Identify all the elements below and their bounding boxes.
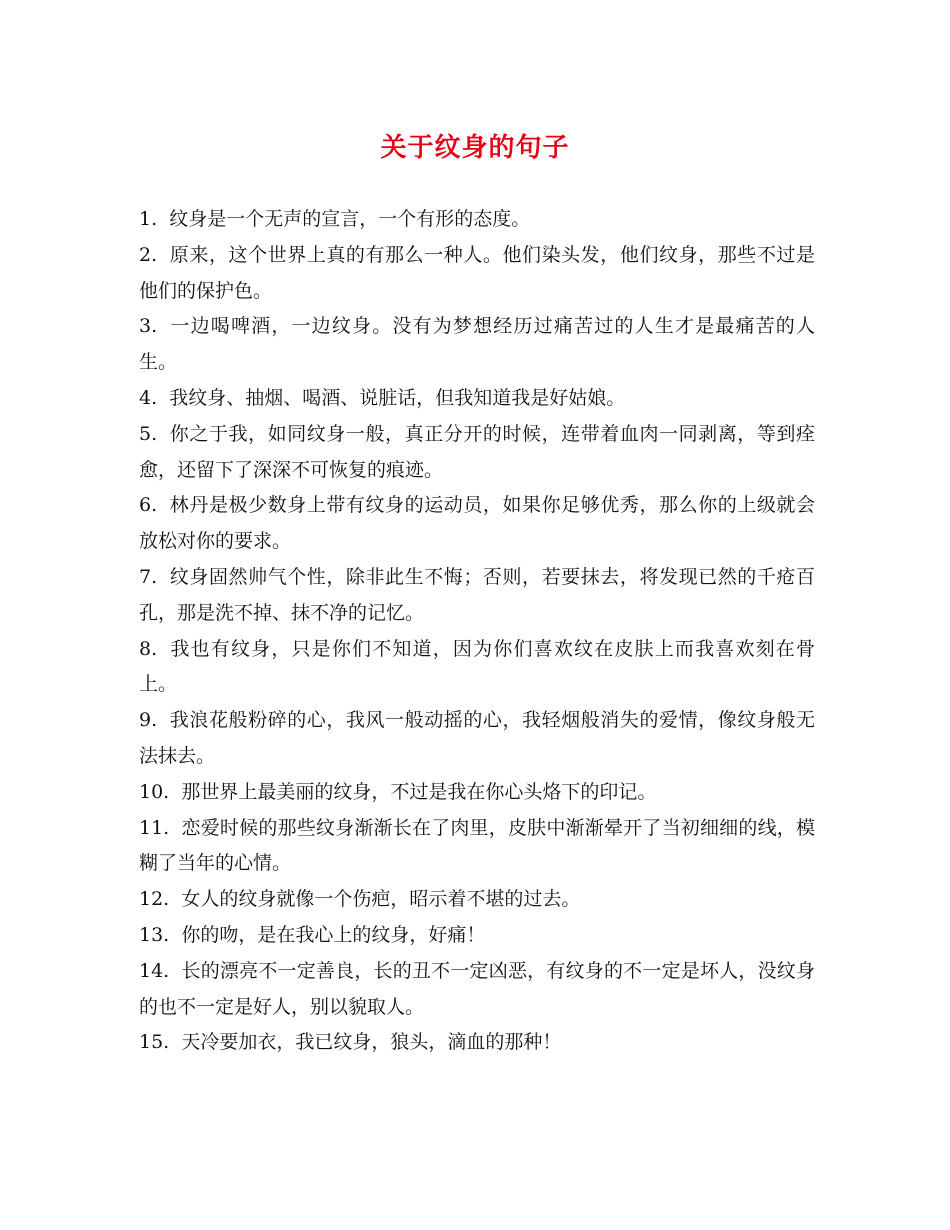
list-item [139,775,815,811]
list-item [139,1025,815,1061]
list-item [139,918,815,954]
item-text: 原来，这个世界上真的有那么一种人。他们染头发，他们纹身，那些不过是他们的保护色。 [139,243,815,302]
item-text: 我也有纹身，只是你们不知道，因为你们喜欢纹在皮肤上而我喜欢刻在骨上。 [139,637,815,696]
item-number: 8. [139,637,158,660]
list-item [139,309,815,381]
item-text: 我浪花般粉碎的心，我风一般动摇的心，我轻烟般消失的爱情，像纹身般无法抹去。 [139,709,815,767]
list-item [139,560,815,632]
list-item [139,703,815,775]
item-text: 纹身固然帅气个性，除非此生不悔；否则，若要抹去，将发现已然的千疮百孔，那是洗不掉、抹不净的记忆。 [139,565,815,624]
item-number: 13. [139,923,170,946]
item-number: 14. [139,959,170,982]
item-number: 11. [139,816,170,839]
item-text: 恋爱时候的那些纹身渐渐长在了肉里，皮肤中渐渐晕开了当初细细的线，模糊了当年的心情。 [139,816,815,875]
list-item [139,811,815,883]
item-text: 一边喝啤酒，一边纹身。没有为梦想经历过痛苦过的人生才是最痛苦的人生。 [139,315,815,374]
item-text: 纹身是一个无声的宣言，一个有形的态度。 [169,208,531,230]
item-text: 女人的纹身就像一个伤疤，昭示着不堪的过去。 [181,888,581,911]
item-text: 长的漂亮不一定善良，长的丑不一定凶恶，有纹身的不一定是坏人，没纹身的也不一定是好人，别以貌取人。 [139,959,815,1018]
list-item [139,954,815,1026]
item-number: 6. [139,494,158,517]
item-number: 12. [139,888,170,911]
item-number: 2. [139,243,158,266]
list-item [139,381,815,417]
list-item [139,632,815,704]
item-text: 天冷要加衣，我已纹身，狼头，滴血的那种！ [181,1031,562,1054]
item-number: 15. [139,1031,170,1054]
item-number: 7. [139,565,158,588]
item-text: 那世界上最美丽的纹身，不过是我在你心头烙下的印记。 [181,780,657,803]
item-number: 5. [139,422,158,445]
list-item [139,202,815,238]
item-text: 林丹是极少数身上带有纹身的运动员，如果你足够优秀，那么你的上级就会放松对你的要求。 [139,494,815,553]
list-item [139,417,815,489]
item-number: 1. [139,208,158,230]
item-number: 10. [139,780,170,803]
list-item [139,238,815,310]
item-number: 3. [139,315,158,338]
list-item [139,882,815,918]
document-body [139,202,815,1061]
item-number: 4. [139,386,158,409]
list-item [139,488,815,560]
item-text: 你之于我，如同纹身一般，真正分开的时候，连带着血肉一同剥离，等到痊愈，还留下了深深不可恢复的痕迹。 [139,422,815,481]
item-number: 9. [139,709,158,732]
item-text: 我纹身、抽烟、喝酒、说脏话，但我知道我是好姑娘。 [169,386,626,409]
document-title: 关于纹身的句子 [380,133,570,163]
item-text: 你的吻，是在我心上的纹身，好痛！ [181,923,486,946]
